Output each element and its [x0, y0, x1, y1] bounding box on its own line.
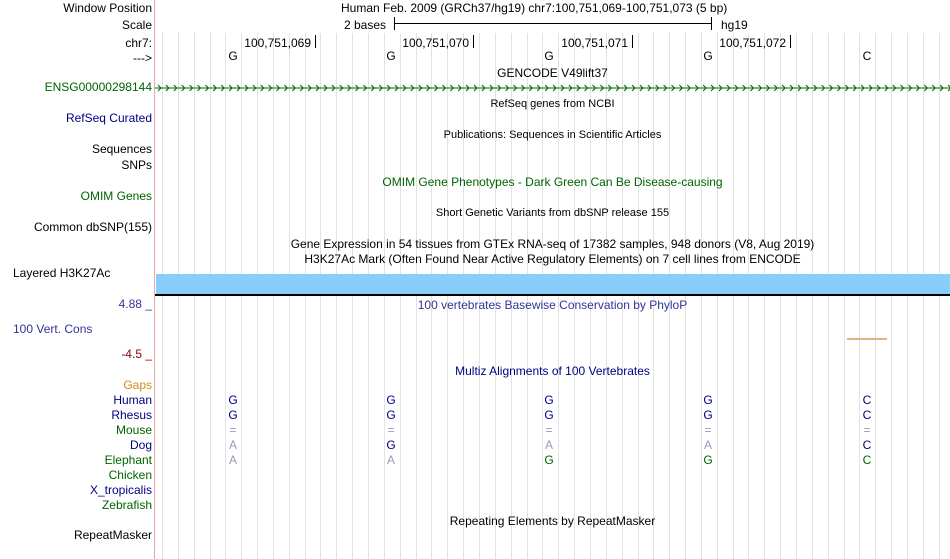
scale-label: Scale — [121, 18, 152, 32]
grid-line — [431, 33, 432, 559]
h3k27ac-signal — [156, 274, 950, 294]
aligned-base: G — [544, 393, 554, 407]
dbsnp-track-label[interactable]: Common dbSNP(155) — [33, 220, 152, 234]
track-label-column — [0, 0, 154, 559]
ruler-tick-label: 100,751,072 — [719, 36, 786, 50]
grid-line — [907, 33, 908, 559]
grid-line — [305, 33, 306, 559]
h3k27ac-track-label[interactable]: Layered H3K27Ac — [13, 266, 111, 280]
aligned-base: A — [544, 438, 553, 452]
window-position-label: Window Position — [63, 1, 152, 15]
grid-line — [320, 33, 321, 559]
reference-base: G — [544, 49, 554, 63]
grid-line — [923, 33, 924, 559]
aligned-base: C — [862, 438, 872, 452]
aligned-base: A — [703, 438, 712, 452]
species-label[interactable]: Zebrafish — [101, 498, 152, 512]
publications-track-title: Publications: Sequences in Scientific Articles — [443, 129, 662, 141]
scale-text: 2 bases — [344, 18, 387, 32]
phylop-track-title: 100 vertebrates Basewise Conservation by PhyloP — [417, 298, 688, 312]
dbsnp-track-title: Short Genetic Variants from dbSNP release 155 — [435, 207, 670, 219]
grid-line — [733, 33, 734, 559]
species-label[interactable]: Elephant — [104, 453, 152, 467]
omim-track-label[interactable]: OMIM Genes — [80, 189, 152, 203]
grid-line — [685, 33, 686, 559]
cons-max-label: 4.88 _ — [118, 297, 152, 311]
grid-line — [590, 33, 591, 559]
grid-line — [653, 33, 654, 559]
refseq-track-label[interactable]: RefSeq Curated — [65, 111, 152, 125]
grid-line — [606, 33, 607, 559]
grid-line — [241, 33, 242, 559]
aligned-base: G — [386, 408, 396, 422]
reference-base: C — [862, 49, 872, 63]
aligned-base: G — [703, 408, 713, 422]
grid-line — [828, 33, 829, 559]
gencode-track-title: GENCODE V49lift37 — [497, 66, 608, 80]
aligned-base: G — [544, 408, 554, 422]
reference-base: G — [386, 49, 396, 63]
grid-line — [495, 33, 496, 559]
sequences-track-label[interactable]: Sequences — [91, 142, 152, 156]
grid-line — [384, 33, 385, 559]
ruler-tick — [632, 35, 633, 48]
species-label[interactable]: Rhesus — [111, 408, 152, 422]
aligned-base: C — [862, 408, 872, 422]
aligned-base: G — [228, 408, 238, 422]
grid-line — [542, 33, 543, 559]
grid-line — [336, 33, 337, 559]
grid-line — [859, 33, 860, 559]
ruler-tick-label: 100,751,071 — [561, 36, 628, 50]
window-position-title: Human Feb. 2009 (GRCh37/hg19) chr7:100,751,069-100,751,073 (5 bp) — [341, 1, 728, 15]
gtex-track-title: Gene Expression in 54 tissues from GTEx RNA-seq of 17382 samples, 948 donors (V8, Aug 2019) — [290, 237, 815, 251]
aligned-base: = — [863, 423, 871, 437]
grid-line — [225, 33, 226, 559]
grid-line — [368, 33, 369, 559]
grid-line — [194, 33, 195, 559]
aligned-base: = — [229, 423, 237, 437]
aligned-base: G — [386, 438, 396, 452]
grid-line — [717, 33, 718, 559]
grid-line — [178, 33, 179, 559]
scale-bar-right-tick — [711, 17, 712, 30]
grid-line — [416, 33, 417, 559]
aligned-base: G — [544, 453, 554, 467]
ruler-tick-label: 100,751,069 — [244, 36, 311, 50]
scale-bar — [394, 23, 712, 24]
grid-line — [352, 33, 353, 559]
grid-line — [622, 33, 623, 559]
grid-line — [875, 33, 876, 559]
grid-line — [891, 33, 892, 559]
species-label[interactable]: Chicken — [108, 468, 152, 482]
grid-line — [257, 33, 258, 559]
aligned-base: G — [228, 393, 238, 407]
species-label[interactable]: X_tropicalis — [89, 483, 152, 497]
aligned-base: = — [387, 423, 395, 437]
grid-line — [463, 33, 464, 559]
aligned-base: A — [228, 438, 237, 452]
aligned-base: C — [862, 453, 872, 467]
aligned-base: G — [386, 393, 396, 407]
grid-line — [574, 33, 575, 559]
ruler-tick — [315, 35, 316, 48]
grid-line — [400, 33, 401, 559]
h3k27ac-baseline — [155, 294, 950, 296]
grid-line — [527, 33, 528, 559]
species-label[interactable]: Dog — [129, 438, 152, 452]
multiz-track-title: Multiz Alignments of 100 Vertebrates — [455, 364, 650, 378]
repeatmasker-track-title: Repeating Elements by RepeatMasker — [449, 514, 656, 528]
grid-line — [669, 33, 670, 559]
cons-min-label: -4.5 _ — [121, 347, 152, 361]
grid-line — [638, 33, 639, 559]
grid-line — [812, 33, 813, 559]
grid-line — [447, 33, 448, 559]
reference-base: G — [228, 49, 238, 63]
browser-track-image[interactable] — [155, 0, 950, 559]
cons-track-label[interactable]: 100 Vert. Cons — [13, 322, 93, 336]
phylop-signal — [847, 338, 887, 340]
grid-line — [701, 33, 702, 559]
aligned-base: C — [862, 393, 872, 407]
omim-track-title: OMIM Gene Phenotypes - Dark Green Can Be Disease-causing — [382, 175, 723, 189]
aligned-base: G — [703, 393, 713, 407]
grid-line — [273, 33, 274, 559]
ruler-tick — [473, 35, 474, 48]
assembly-label: hg19 — [721, 18, 748, 32]
aligned-base: A — [228, 453, 237, 467]
grid-line — [780, 33, 781, 559]
gene-track-label[interactable]: ENSG00000298144 — [44, 80, 152, 94]
aligned-base: = — [545, 423, 553, 437]
grid-line — [289, 33, 290, 559]
grid-line — [210, 33, 211, 559]
ruler-tick-label: 100,751,070 — [402, 36, 469, 50]
grid-line — [511, 33, 512, 559]
ruler-tick — [790, 35, 791, 48]
snps-track-label[interactable]: SNPs — [121, 158, 152, 172]
aligned-base: G — [703, 453, 713, 467]
grid-line — [558, 33, 559, 559]
reference-base: G — [703, 49, 713, 63]
grid-line — [939, 33, 940, 559]
species-label[interactable]: Human — [113, 393, 152, 407]
grid-line — [764, 33, 765, 559]
grid-line — [162, 33, 163, 559]
chrom-label: chr7: — [125, 36, 152, 50]
gene-model[interactable] — [155, 83, 950, 93]
aligned-base: A — [386, 453, 395, 467]
repeatmasker-track-label[interactable]: RepeatMasker — [73, 528, 152, 542]
species-label[interactable]: Mouse — [115, 423, 152, 437]
grid-line — [479, 33, 480, 559]
grid-line — [844, 33, 845, 559]
grid-line — [748, 33, 749, 559]
strand-label: ---> — [133, 51, 152, 65]
gaps-label: Gaps — [123, 378, 152, 392]
h3k27ac-track-title: H3K27Ac Mark (Often Found Near Active Regulatory Elements) on 7 cell lines from ENCODE — [304, 252, 801, 266]
refseq-track-title: RefSeq genes from NCBI — [490, 98, 615, 110]
grid-line — [796, 33, 797, 559]
aligned-base: = — [704, 423, 712, 437]
